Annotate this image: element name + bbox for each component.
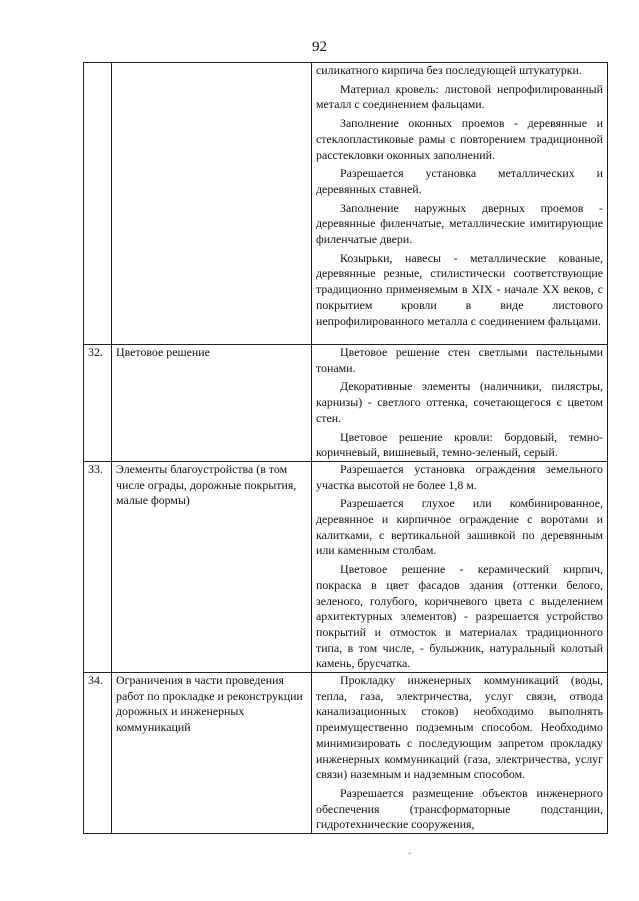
row-number: 32. <box>84 345 112 462</box>
paragraph: Разрешается глухое или комбинированное, деревянное и кирпичное ограждение с воротами и калитками, с вертикальной зашивкой по деревянным или каменным столбам. <box>316 496 603 558</box>
paragraph: Материал кровель: листовой непрофилированный металл с соединением фальцами. <box>316 81 603 112</box>
page-number: 92 <box>312 39 327 55</box>
paragraph: Цветовое решение кровли: бордовый, темно-коричневый, вишневый, темно-зеленый, серый. <box>316 429 603 460</box>
paragraph: силикатного кирпича без последующей штукатурки. <box>316 63 582 77</box>
row-title: Элементы благоустройства (в том числе ограды, дорожные покрытия, малые формы) <box>112 461 312 672</box>
paragraph: Прокладку инженерных коммуникаций (воды, тепла, газа, электричества, услуг связи, отвода канализационных стоков) необходимо выполнять преимущественно подземным способом. Необходимо минимизировать с последующим запретом прокладку инженерных коммуникаций (газа, электричества, услуг связи) наземным и надземным способом. <box>316 673 603 782</box>
paragraph: Козырьки, навесы - металлические кованые, деревянные резные, стилистически соответствующие традиционно применяемым в XIX - начале XX веков, с покрытием кровли в виде листового непрофилированного металла с соединением фальцами. <box>316 250 603 328</box>
row-description <box>312 63 608 345</box>
paragraph: Цветовое решение стен светлыми пастельными тонами. <box>316 345 603 375</box>
row-number: 33. <box>84 461 112 672</box>
paragraph: Разрешается установка ограждения земельного участка высотой не более 1,8 м. <box>316 461 603 492</box>
row-number: 34. <box>84 673 112 834</box>
paragraph: Разрешается установка металлических и деревянных ставней. <box>316 166 603 196</box>
scan-mark: ˇ <box>408 852 412 863</box>
table-row <box>84 673 608 834</box>
row-description <box>312 673 608 834</box>
table-row <box>84 461 608 672</box>
row-description <box>312 345 608 462</box>
paragraph: Заполнение наружных дверных проемов - деревянные филенчатые, металлические имитирующие филенчатые двери. <box>316 200 603 247</box>
row-description <box>312 461 608 672</box>
paragraph: Заполнение оконных проемов - деревянные и стеклопластиковые рамы с повторением традиционной расстекловки оконных заполнений. <box>316 116 603 162</box>
row-title <box>112 63 312 345</box>
row-number <box>84 63 112 345</box>
row-title: Ограничения в части проведения работ по прокладке и реконструкции дорожных и инженерных коммуникаций <box>112 673 312 834</box>
table-row <box>84 345 608 462</box>
row-title: Цветовое решение <box>112 345 312 462</box>
paragraph: Цветовое решение - керамический кирпич, покраска в цвет фасадов здания (оттенки белого, зеленого, голубого, коричневого цвета с выделением архитектурных элементов) - разрешается устройство покрытий и отмосток в материалах традиционного типа, в том числе, - булыжник, натуральный колотый камень, брусчатка. <box>316 562 603 671</box>
regulations-table <box>83 62 608 834</box>
table-row <box>84 63 608 345</box>
paragraph: Разрешается размещение объектов инженерного обеспечения (трансформаторные подстанции, гидротехнические сооружения, <box>316 785 603 832</box>
paragraph: Декоративные элементы (наличники, пилястры, карнизы) - светлого оттенка, сочетающегося с цветом стен. <box>316 379 603 425</box>
